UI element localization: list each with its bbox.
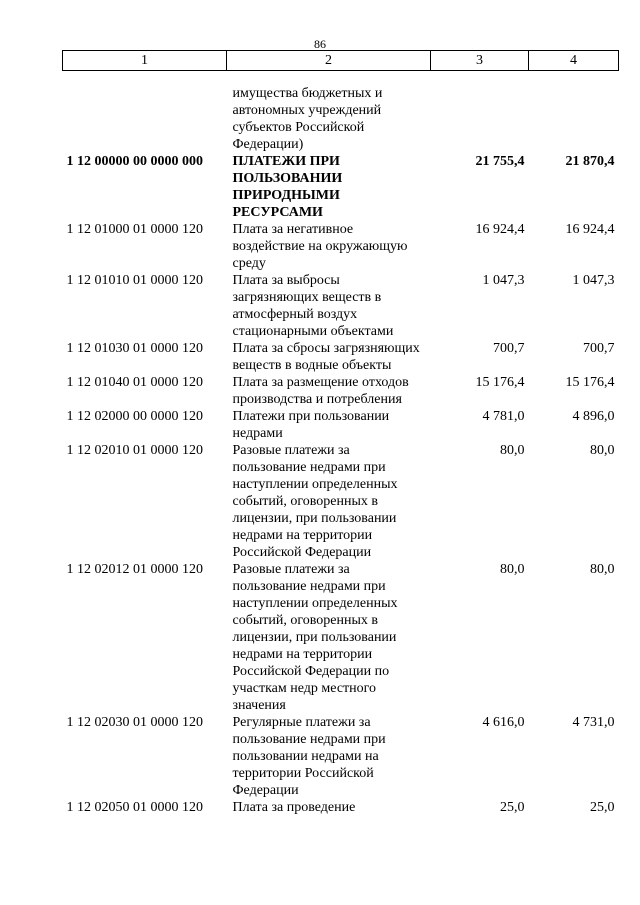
row-name: Разовые платежи за пользование недрами при наступлении определенных событий, оговоренных в лицензии, при пользовании недрами на территории Российской Федерации по участкам недр местного значения xyxy=(232,562,398,713)
row-value-2: 700,7 xyxy=(583,341,615,356)
row-code: 1 12 02010 01 0000 120 xyxy=(66,443,203,458)
row-name: Плата за проведение xyxy=(232,800,356,815)
row-value-1: 15 176,4 xyxy=(475,375,525,390)
row-code: 1 12 02030 01 0000 120 xyxy=(66,715,203,730)
row-value-2: 4 731,0 xyxy=(572,715,615,730)
row-code: 1 12 01000 01 0000 120 xyxy=(66,222,203,237)
row-name: Плата за негативное воздействие на окружающую среду xyxy=(232,222,408,271)
row-value-2: 80,0 xyxy=(590,562,615,577)
row-name: Плата за сбросы загрязняющих веществ в водные объекты xyxy=(232,341,420,373)
page-number: 86 xyxy=(314,37,326,51)
row-name: Платежи при пользовании недрами xyxy=(232,409,390,441)
row-code: 1 12 01010 01 0000 120 xyxy=(66,273,203,288)
table-row xyxy=(63,340,619,374)
table-row xyxy=(63,153,619,221)
table-row xyxy=(63,272,619,340)
row-name: Разовые платежи за пользование недрами при наступлении определенных событий, оговоренных в лицензии, при пользовании недрами на территории Российской Федерации xyxy=(232,443,398,560)
row-value-1: 16 924,4 xyxy=(475,222,525,237)
row-code: 1 12 02050 01 0000 120 xyxy=(66,800,203,815)
row-value-2: 4 896,0 xyxy=(572,409,615,424)
row-code: 1 12 01040 01 0000 120 xyxy=(66,375,203,390)
table-row xyxy=(63,408,619,442)
row-name: Плата за размещение отходов производства и потребления xyxy=(232,375,409,407)
row-name: Плата за выбросы загрязняющих веществ в атмосферный воздух стационарными объектами xyxy=(232,273,394,339)
table-row xyxy=(63,799,619,816)
table-row xyxy=(63,374,619,408)
table-row xyxy=(63,221,619,272)
row-value-2: 16 924,4 xyxy=(565,222,615,237)
row-value-1: 700,7 xyxy=(493,341,525,356)
row-value-1: 80,0 xyxy=(500,443,525,458)
header-col-4: 4 xyxy=(529,51,619,71)
header-col-3: 3 xyxy=(431,51,529,71)
row-value-2: 80,0 xyxy=(590,443,615,458)
budget-table xyxy=(62,50,619,816)
table-header xyxy=(63,51,619,71)
row-code: 1 12 02012 01 0000 120 xyxy=(66,562,203,577)
row-code xyxy=(63,71,227,154)
row-value-2: 1 047,3 xyxy=(572,273,615,288)
table-row xyxy=(63,71,619,154)
row-code: 1 12 01030 01 0000 120 xyxy=(66,341,203,356)
table-row xyxy=(63,561,619,714)
row-value-1: 21 755,4 xyxy=(475,154,525,169)
row-value-1 xyxy=(431,71,529,154)
row-value-1: 80,0 xyxy=(500,562,525,577)
table-row xyxy=(63,714,619,799)
row-value-1: 4 781,0 xyxy=(482,409,525,424)
row-value-1: 1 047,3 xyxy=(482,273,525,288)
row-value-1: 25,0 xyxy=(500,800,525,815)
table-row xyxy=(63,442,619,561)
row-value-1: 4 616,0 xyxy=(482,715,525,730)
row-value-2: 25,0 xyxy=(590,800,615,815)
header-col-2: 2 xyxy=(227,51,431,71)
row-value-2: 21 870,4 xyxy=(565,154,615,169)
row-value-2: 15 176,4 xyxy=(565,375,615,390)
row-code: 1 12 00000 00 0000 000 xyxy=(66,154,203,169)
row-value-2 xyxy=(529,71,619,154)
header-col-1: 1 xyxy=(63,51,227,71)
row-name: имущества бюджетных и автономных учреждений субъектов Российской Федерации) xyxy=(232,86,383,152)
table-body xyxy=(63,71,619,817)
row-code: 1 12 02000 00 0000 120 xyxy=(66,409,203,424)
header-row xyxy=(63,51,619,71)
row-name: Регулярные платежи за пользование недрами при пользовании недрами на территории Российской Федерации xyxy=(232,715,386,798)
row-name: ПЛАТЕЖИ ПРИ ПОЛЬЗОВАНИИ ПРИРОДНЫМИ РЕСУРСАМИ xyxy=(232,154,343,220)
